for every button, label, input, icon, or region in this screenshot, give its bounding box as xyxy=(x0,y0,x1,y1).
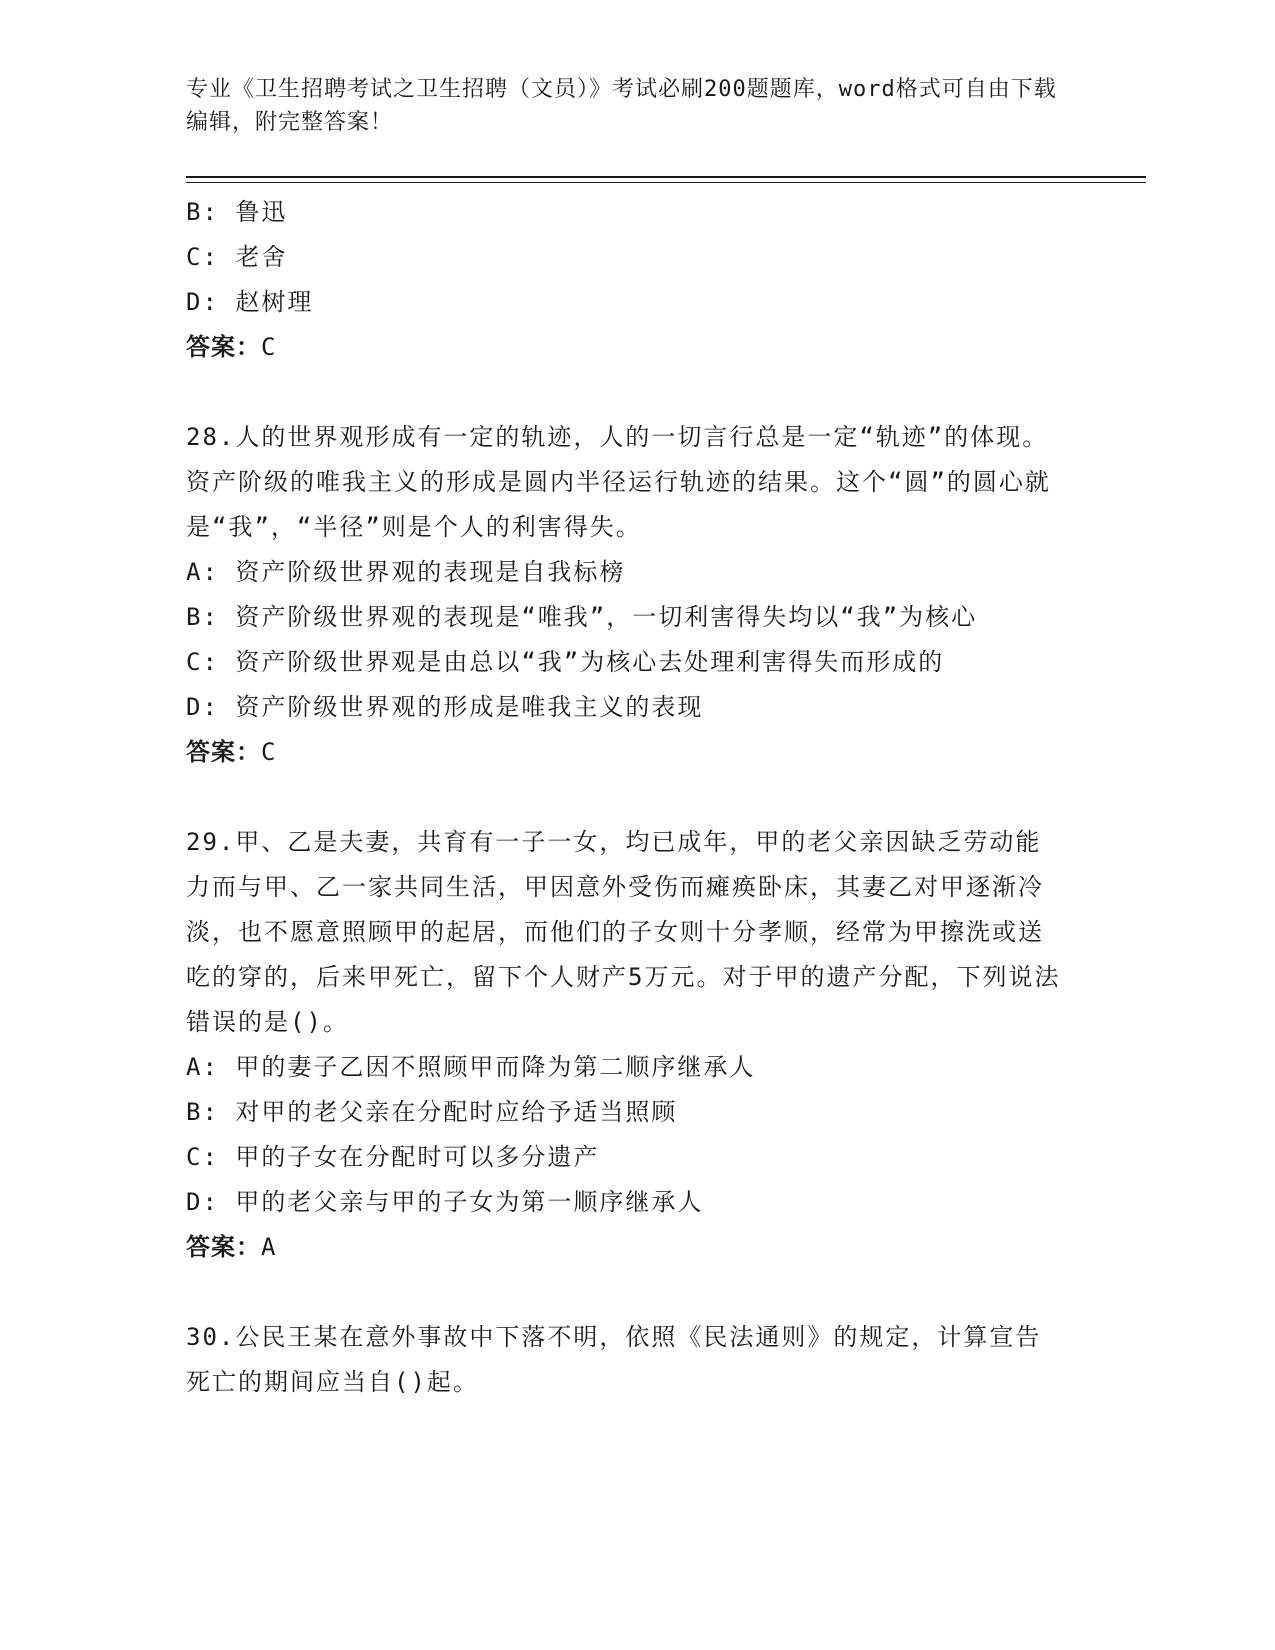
question-29 xyxy=(186,820,1066,1270)
header-rule-thin xyxy=(186,182,1146,183)
prev-question-tail xyxy=(186,190,1066,370)
option-c: C: 甲的子女在分配时可以多分遗产 xyxy=(186,1143,600,1171)
answer-value: A xyxy=(261,1233,277,1261)
option-d: D: 资产阶级世界观的形成是唯我主义的表现 xyxy=(186,693,704,721)
answer-line xyxy=(186,1225,1066,1270)
option-c: C: 资产阶级世界观是由总以“我”为核心去处理利害得失而形成的 xyxy=(186,648,945,676)
answer-label: 答案： xyxy=(186,333,261,361)
answer-label: 答案： xyxy=(186,738,261,766)
option-c: C: 老舍 xyxy=(186,243,288,271)
document-header: 专业《卫生招聘考试之卫生招聘（文员）》考试必刷200题题库，word格式可自由下载编辑，附完整答案！ xyxy=(186,77,1057,135)
question-stem: 30.公民王某在意外事故中下落不明，依照《民法通则》的规定，计算宣告死亡的期间应当自()起。 xyxy=(186,1323,1042,1396)
option-b: B: 资产阶级世界观的表现是“唯我”，一切利害得失均以“我”为核心 xyxy=(186,603,978,631)
option-a: A: 甲的妻子乙因不照顾甲而降为第二顺序继承人 xyxy=(186,1053,756,1081)
option-b: B: 鲁迅 xyxy=(186,198,288,226)
option-a: A: 资产阶级世界观的表现是自我标榜 xyxy=(186,558,626,586)
header-rule-thick xyxy=(186,176,1146,178)
option-d: D: 赵树理 xyxy=(186,288,314,316)
question-stem: 29.甲、乙是夫妻，共育有一子一女，均已成年，甲的老父亲因缺乏劳动能力而与甲、乙一家共同生活，甲因意外受伤而瘫痪卧床，其妻乙对甲逐渐冷淡，也不愿意照顾甲的起居，而他们的子女则十分孝顺，经常为甲擦洗或送吃的穿的，后来甲死亡，留下个人财产5万元。对于甲的遗产分配，下列说法错误的是()。 xyxy=(186,828,1061,1036)
question-stem: 28.人的世界观形成有一定的轨迹，人的一切言行总是一定“轨迹”的体现。资产阶级的唯我主义的形成是圆内半径运行轨迹的结果。这个“圆”的圆心就是“我”，“半径”则是个人的利害得失。 xyxy=(186,423,1051,541)
answer-line xyxy=(186,325,1066,370)
document-body xyxy=(186,190,1066,1405)
answer-label: 答案： xyxy=(186,1233,261,1261)
answer-value: C xyxy=(261,333,277,361)
question-30 xyxy=(186,1315,1066,1405)
option-b: B: 对甲的老父亲在分配时应给予适当照顾 xyxy=(186,1098,678,1126)
question-28 xyxy=(186,415,1066,775)
answer-line xyxy=(186,730,1066,775)
option-d: D: 甲的老父亲与甲的子女为第一顺序继承人 xyxy=(186,1188,704,1216)
answer-value: C xyxy=(261,738,277,766)
